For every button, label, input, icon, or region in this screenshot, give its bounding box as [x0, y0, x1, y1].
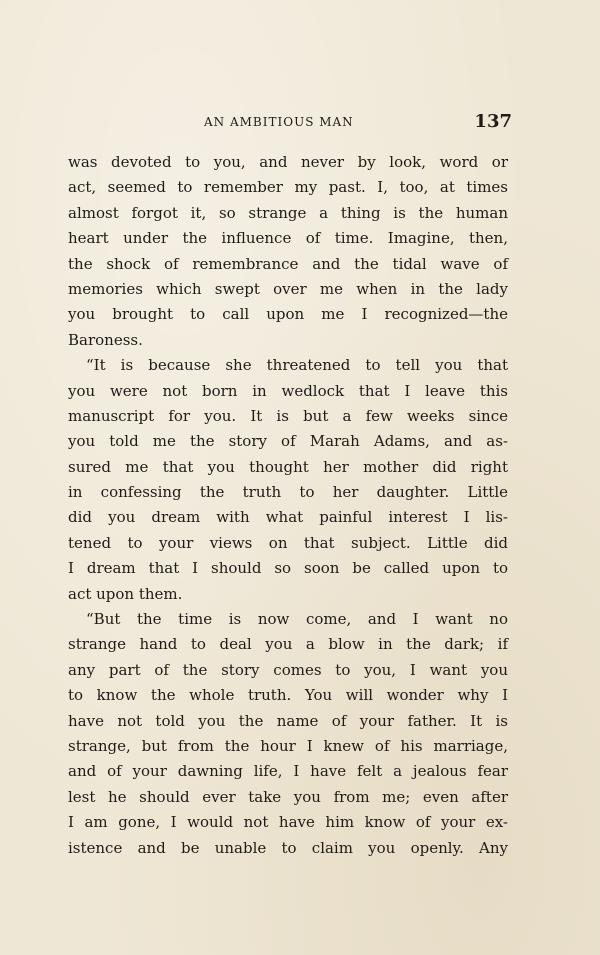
- text-line: to know the whole truth. You will wonder why I: [68, 686, 508, 705]
- text-line: you brought to call upon me I recognized—the: [68, 305, 508, 324]
- text-line: was devoted to you, and never by look, word or: [68, 153, 508, 171]
- text-line: strange, but from the hour I knew of his marriage,: [68, 736, 508, 755]
- text-line: Baroness.: [68, 330, 143, 349]
- text-line: “It is because she threatened to tell you that: [86, 356, 508, 375]
- text-line: tened to your views on that subject. Little did: [68, 533, 508, 552]
- text-line: strange hand to deal you a blow in the dark; if: [68, 635, 508, 654]
- text-line: memories which swept over me when in the lady: [68, 279, 508, 298]
- page-header: [68, 111, 512, 135]
- text-line: heart under the influence of time. Imagine, then,: [68, 229, 508, 248]
- text-line: in confessing the truth to her daughter. Little: [68, 483, 508, 502]
- body-text: [68, 150, 508, 861]
- text-line: have not told you the name of your father. It is: [68, 711, 508, 730]
- text-line: manuscript for you. It is but a few weeks since: [68, 406, 508, 425]
- text-line: act, seemed to remember my past. I, too, at times: [68, 178, 508, 197]
- text-line: the shock of remembrance and the tidal wave of: [68, 254, 508, 273]
- text-line: sured me that you thought her mother did right: [68, 457, 508, 476]
- text-line: you were not born in wedlock that I leave this: [68, 381, 508, 400]
- text-line: you told me the story of Marah Adams, and as-: [68, 432, 508, 451]
- text-line: and of your dawning life, I have felt a jealous fear: [68, 762, 508, 781]
- text-line: I am gone, I would not have him know of your ex-: [68, 813, 508, 832]
- text-line: istence and be unable to claim you openly. Any: [68, 838, 508, 857]
- text-line: act upon them.: [68, 584, 183, 603]
- text-line: I dream that I should so soon be called upon to: [68, 559, 508, 578]
- page-number: 137: [474, 111, 512, 132]
- text-line: lest he should ever take you from me; even after: [68, 787, 508, 806]
- text-line: any part of the story comes to you, I want you: [68, 660, 508, 679]
- text-line: did you dream with what painful interest I lis-: [68, 508, 508, 527]
- text-line: “But the time is now come, and I want no: [86, 610, 508, 629]
- running-head: AN AMBITIOUS MAN: [204, 115, 354, 129]
- text-line: almost forgot it, so strange a thing is the human: [68, 203, 508, 222]
